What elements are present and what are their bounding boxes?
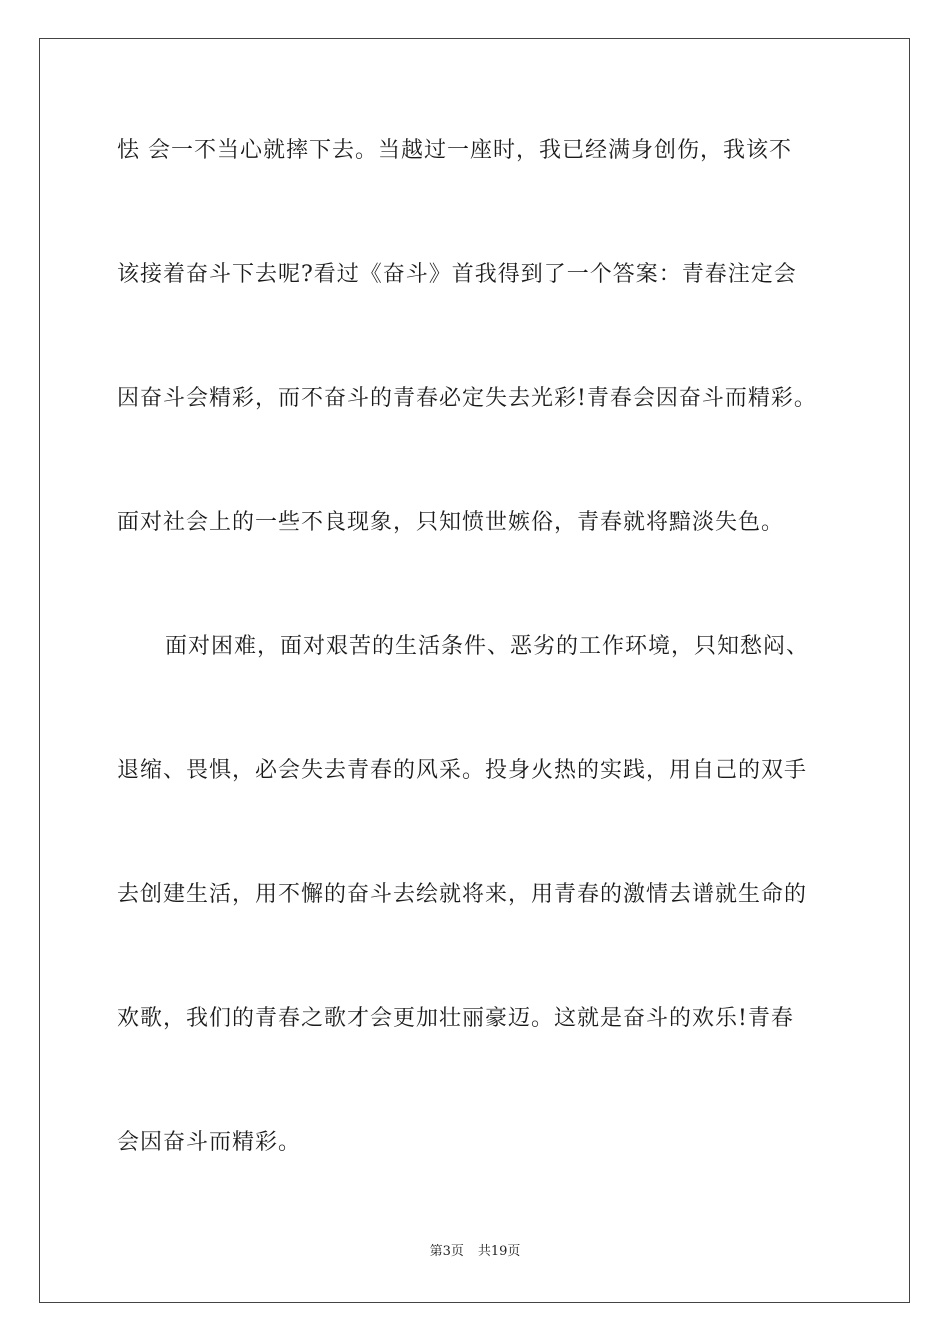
text-line-3: 因奋斗会精彩，而不奋斗的青春必定失去光彩!青春会因奋斗而精彩。: [117, 386, 817, 411]
text-line-2: 该接着奋斗下去呢?看过《奋斗》首我得到了一个答案：青春注定会: [117, 262, 797, 287]
page-border: [39, 38, 910, 1303]
page-total: 共19页: [477, 1244, 521, 1259]
text-line-6: 退缩、畏惧，必会失去青春的风采。投身火热的实践，用自己的双手: [117, 758, 808, 783]
text-line-8: 欢歌，我们的青春之歌才会更加壮丽豪迈。这就是奋斗的欢乐!青春: [117, 1006, 794, 1031]
text-line-9: 会因奋斗而精彩。: [117, 1130, 302, 1155]
text-line-5: 面对困难，面对艰苦的生活条件、恶劣的工作环境，只知愁闷、: [165, 634, 810, 659]
text-line-1: 怯 会一不当心就摔下去。当越过一座时，我已经满身创伤，我该不: [117, 138, 792, 163]
text-line-7: 去创建生活，用不懈的奋斗去绘就将来，用青春的激情去谱就生命的: [117, 882, 808, 907]
page-footer: [0, 1243, 950, 1261]
text-line-4: 面对社会上的一些不良现象，只知愤世嫉俗，青春就将黯淡失色。: [117, 510, 785, 535]
page-number: 第3页: [429, 1244, 464, 1259]
